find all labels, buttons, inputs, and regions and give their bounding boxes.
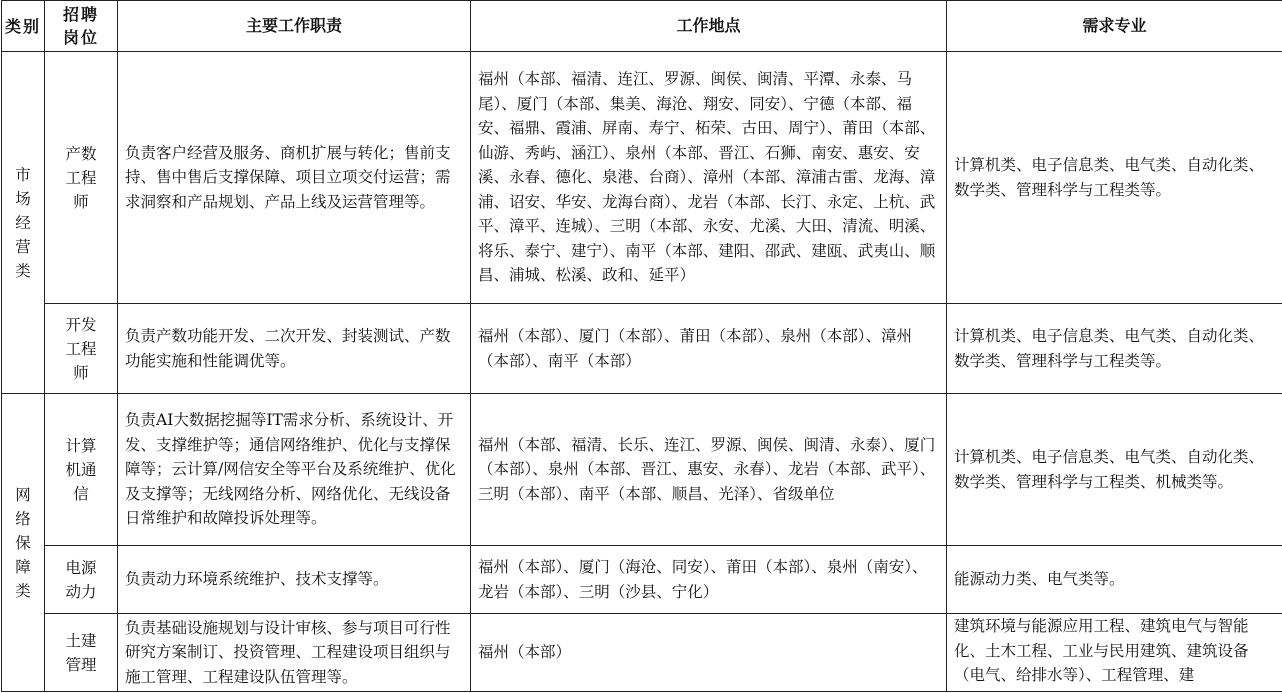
position-label: 电源动力 [65,558,97,601]
header-position: 招聘岗位 [45,1,118,52]
location-cell: 福州（本部） [471,614,947,692]
recruitment-table [1,0,1282,692]
position-label: 土建管理 [65,631,97,674]
majors-cell: 能源动力类、电气类等。 [947,546,1282,614]
majors-cell: 计算机类、电子信息类、电气类、自动化类、数学类、管理科学与工程类等。 [947,52,1282,304]
position-label: 计算机通信 [65,436,97,503]
header-majors: 需求专业 [947,1,1282,52]
majors-cell: 计算机类、电子信息类、电气类、自动化类、数学类、管理科学与工程类、机械类等。 [947,394,1282,546]
table-row [2,614,1282,692]
table-row [2,52,1282,304]
duties-cell: 负责客户经营及服务、商机扩展与转化；售前支持、售中售后支撑保障、项目立项交付运营；需求洞察和产品规划、产品上线及运营管理等。 [118,52,471,304]
header-category: 类别 [2,1,45,52]
category-label: 市场经营类 [15,165,31,280]
location-cell: 福州（本部）、厦门（海沧、同安）、莆田（本部）、泉州（南安）、龙岩（本部）、三明（沙县、宁化） [471,546,947,614]
category-cell [2,52,45,394]
header-location: 工作地点 [471,1,947,52]
table-header-row [2,1,1282,52]
position-cell [45,52,118,304]
location-cell: 福州（本部、福清、连江、罗源、闽侯、闽清、平潭、永泰、马尾）、厦门（本部、集美、海沧、翔安、同安）、宁德（本部、福安、福鼎、霞浦、屏南、寿宁、柘荣、古田、周宁）、莆田（本部、仙游、秀屿、涵江）、泉州（本部、晋江、石狮、南安、惠安、安溪、永春、德化、泉港、台商）、漳州（本部、漳浦古雷、龙海、漳浦、诏安、华安、龙海台商）、龙岩（本部、长汀、永定、上杭、武平、漳平、连城）、三明（本部、永安、尤溪、大田、清流、明溪、将乐、泰宁、建宁）、南平（本部、建阳、邵武、建瓯、武夷山、顺昌、浦城、松溪、政和、延平） [471,52,947,304]
duties-cell: 负责动力环境系统维护、技术支撑等。 [118,546,471,614]
location-cell: 福州（本部、福清、长乐、连江、罗源、闽侯、闽清、永泰）、厦门（本部）、泉州（本部、晋江、惠安、永春）、龙岩（本部、武平）、三明（本部）、南平（本部、顺昌、光泽）、省级单位 [471,394,947,546]
position-cell [45,614,118,692]
category-cell [2,394,45,692]
header-duties: 主要工作职责 [118,1,471,52]
position-cell [45,304,118,394]
position-cell [45,546,118,614]
position-cell [45,394,118,546]
position-label: 开发工程师 [65,315,97,382]
majors-cell: 建筑环境与能源应用工程、建筑电气与智能化、土木工程、工业与民用建筑、建筑设备（电气、给排水等）、工程管理、建 [947,614,1282,692]
duties-cell: 负责产数功能开发、二次开发、封装测试、产数功能实施和性能调优等。 [118,304,471,394]
position-label: 产数工程师 [65,144,97,211]
table-row [2,546,1282,614]
majors-cell: 计算机类、电子信息类、电气类、自动化类、数学类、管理科学与工程类等。 [947,304,1282,394]
location-cell: 福州（本部）、厦门（本部）、莆田（本部）、泉州（本部）、漳州（本部）、南平（本部） [471,304,947,394]
table-row [2,394,1282,546]
table-row [2,304,1282,394]
duties-cell: 负责基础设施规划与设计审核、参与项目可行性研究方案制订、投资管理、工程建设项目组织与施工管理、工程建设队伍管理等。 [118,614,471,692]
duties-cell: 负责AI大数据挖掘等IT需求分析、系统设计、开发、支撑维护等；通信网络维护、优化与支撑保障等；云计算/网信安全等平台及系统维护、优化及支撑等；无线网络分析、网络优化、无线设备日常维护和故障投诉处理等。 [118,394,471,546]
category-label: 网络保障类 [15,485,31,600]
